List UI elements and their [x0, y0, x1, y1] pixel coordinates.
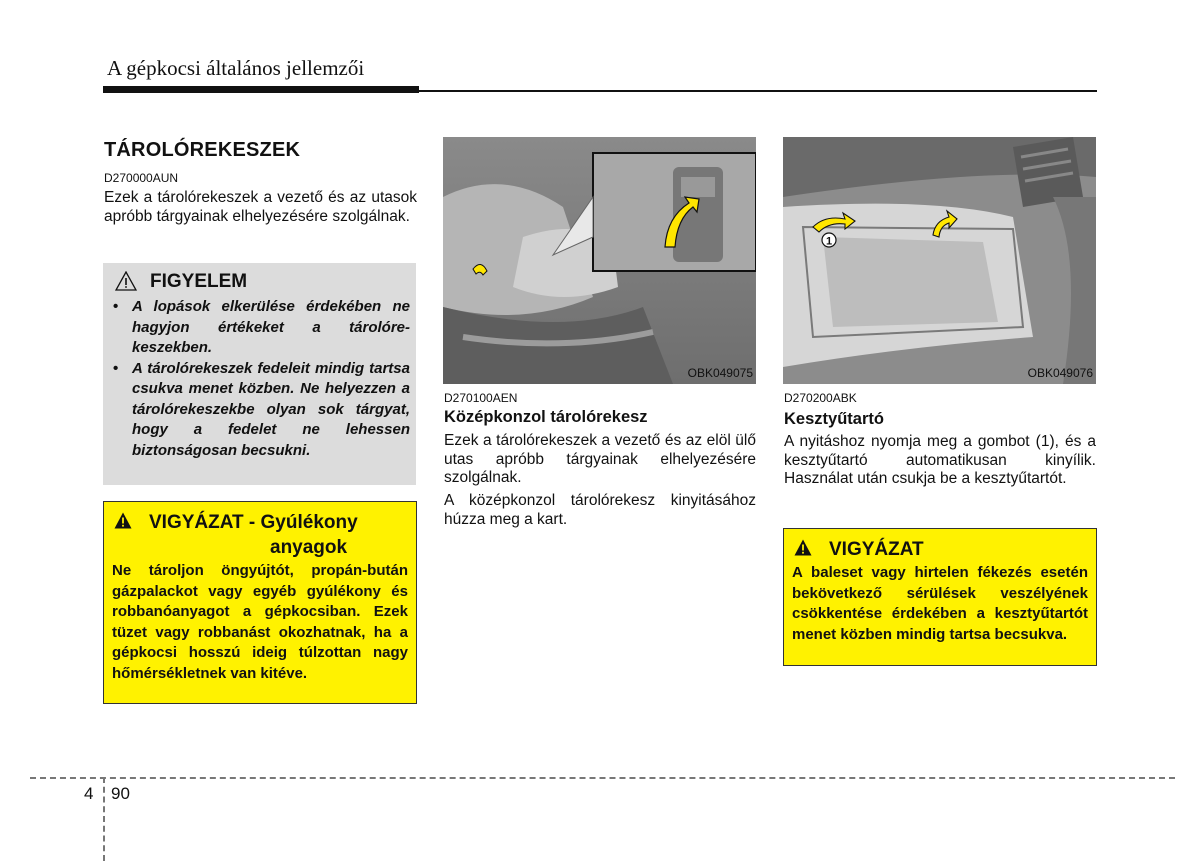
vigyazat2-text: A baleset vagy hirtelen fékezés esetén bekövetkező sérülések veszélyének csökkentése érdekében a kesztyűtartót menet közben mindig tartsa becsukva.: [792, 564, 1088, 643]
figyelem-note-box: [103, 263, 416, 485]
vigyazat-flammable-box: [103, 501, 417, 704]
console-title: Középkonzol tárolórekesz: [444, 408, 648, 426]
chapter-number: 4: [84, 784, 94, 803]
triangle-exclamation-icon: [115, 271, 137, 291]
vigyazat-title-line2: anyagok: [270, 537, 348, 558]
header-rule-thick: [103, 86, 419, 93]
section-title: TÁROLÓREKESZEK: [104, 139, 301, 161]
bullet: •: [113, 359, 119, 377]
section-body: Ezek a tárolórekeszek a vezető és az utasok apróbb tárgyainak elhelyezésére szolgálnak.: [104, 189, 417, 225]
section-code: D270000AUN: [104, 171, 179, 185]
console-code: D270100AEN: [444, 391, 518, 405]
filled-triangle-exclamation-icon: [794, 539, 812, 556]
figyelem-list: [113, 297, 410, 461]
glovebox-illustration: [783, 137, 1096, 384]
figyelem-item: [113, 359, 410, 462]
vigyazat-glovebox-box: [783, 528, 1097, 666]
console-illustration-svg: [443, 137, 756, 384]
console-body-1: Ezek a tárolórekeszek a vezető és az elöl ülő utas apróbb tárgyainak elhelyezésére szolgálnak.: [444, 432, 756, 486]
image-code: OBK049076: [1027, 366, 1093, 380]
footer-dashed-rule: [30, 777, 1175, 779]
glovebox-title: Kesztyűtartó: [784, 410, 884, 428]
figyelem-item-text: A tárolórekeszek fedeleit mindig tartsa csukva menet közben. Ne helyezzen a tárolórekeszekbe olyan sok tárgyat, hogy a fedelet ne lehessen biztonságosan becsukni.: [132, 359, 410, 459]
glovebox-body: A nyitáshoz nyomja meg a gombot (1), és a kesztyűtartó automatikusan kinyílik. Használat után csukja be a kesztyűtartót.: [784, 433, 1096, 487]
vigyazat2-title: VIGYÁZAT: [829, 539, 924, 560]
vigyazat-text: Ne tároljon öngyújtót, propán-bután gázpalackot vagy egyéb gyúlékony és robbanóanyagot a gépkocsiban. Ezek tüzet vagy robbanást okozhatnak, ha a gépkocsi hosszú ideig túlzottan nagy hőmérsékletnek van kitéve.: [112, 562, 408, 682]
console-body-2: A középkonzol tárolórekesz kinyitásához húzza meg a kart.: [444, 492, 756, 528]
figyelem-title: FIGYELEM: [150, 271, 248, 292]
glovebox-illustration-svg: [783, 137, 1096, 384]
callout-number: 1: [825, 235, 833, 248]
figyelem-item: [113, 297, 410, 359]
glovebox-code: D270200ABK: [784, 391, 857, 405]
bullet: •: [113, 298, 119, 315]
vigyazat-title-line1: VIGYÁZAT - Gyúlékony: [149, 512, 358, 533]
page-number: 90: [111, 784, 130, 803]
console-storage-illustration: [443, 137, 756, 384]
header-rule-thin: [419, 90, 1097, 92]
page-header-title: A gépkocsi általános jellemzői: [107, 56, 365, 80]
footer-vertical-dashed-rule: [103, 777, 105, 861]
filled-triangle-exclamation-icon: [114, 512, 132, 529]
figyelem-item-text: A lopások elkerülése érdekében ne hagyjon értékeket a tárolórekeszekben.: [132, 298, 410, 356]
image-code: OBK049075: [687, 366, 753, 380]
